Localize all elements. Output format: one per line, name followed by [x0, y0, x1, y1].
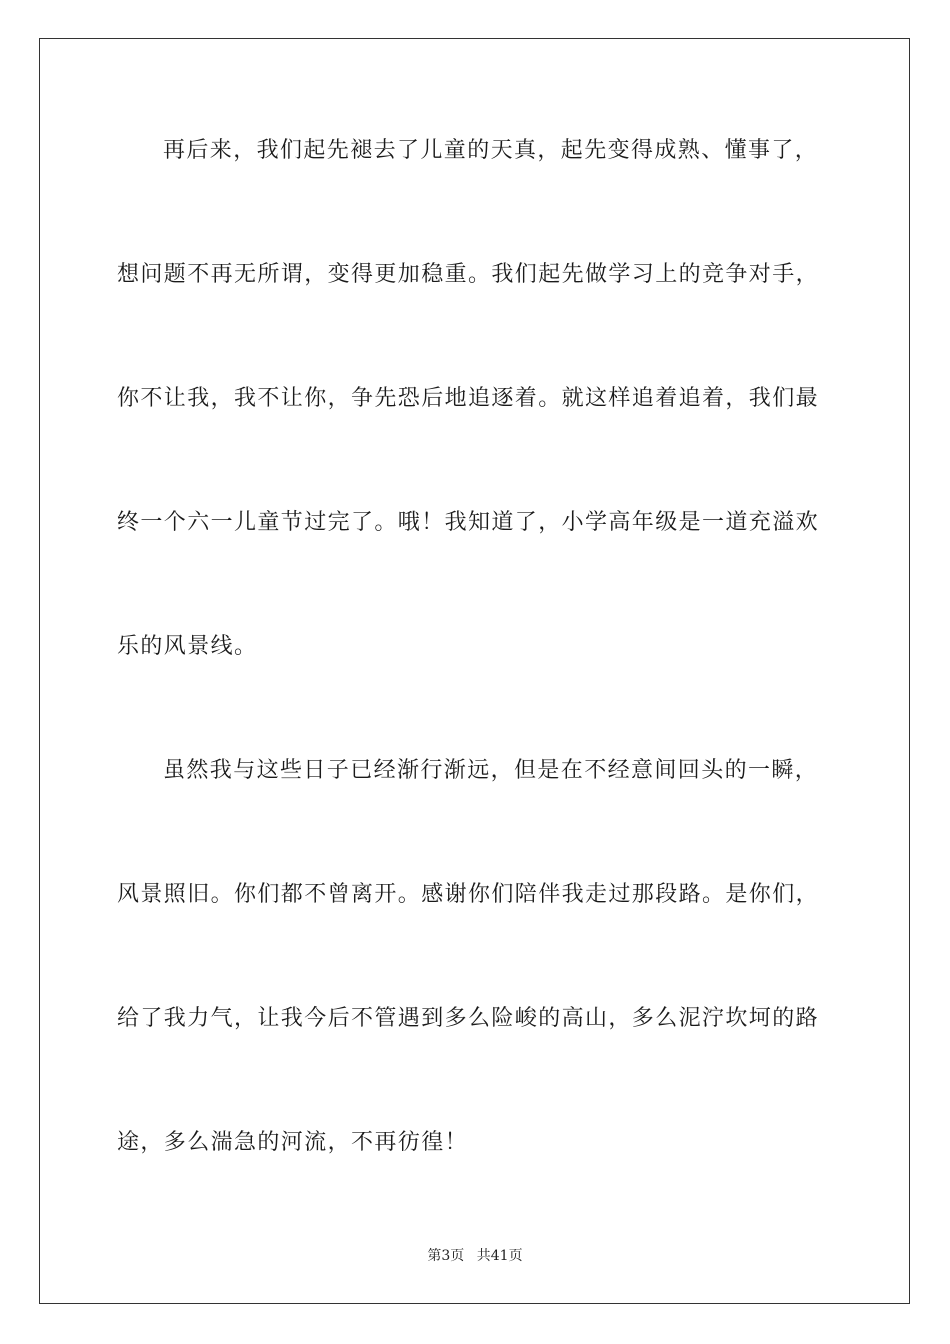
paragraph-1-line-3: 你不让我，我不让你，争先恐后地追逐着。就这样追着追着，我们最 [117, 386, 820, 411]
paragraph-2-line-3: 给了我力气，让我今后不管遇到多么险峻的高山，多么泥泞坎坷的路 [117, 1006, 820, 1031]
page-border [39, 38, 910, 1304]
paragraph-1-line-4: 终一个六一儿童节过完了。哦！我知道了，小学高年级是一道充溢欢 [117, 510, 820, 535]
paragraph-1-line-2: 想问题不再无所谓，变得更加稳重。我们起先做学习上的竞争对手， [117, 262, 820, 287]
page-footer [0, 1246, 950, 1266]
page-total: 共41页 [476, 1248, 523, 1264]
paragraph-2-line-2: 风景照旧。你们都不曾离开。感谢你们陪伴我走过那段路。是你们， [117, 882, 820, 907]
paragraph-1-line-1: 再后来，我们起先褪去了儿童的天真，起先变得成熟、懂事了， [163, 138, 819, 163]
paragraph-2-line-1: 虽然我与这些日子已经渐行渐远，但是在不经意间回头的一瞬， [163, 758, 819, 783]
paragraph-2-line-4: 途，多么湍急的河流，不再彷徨！ [117, 1130, 469, 1155]
page-number: 第3页 [427, 1248, 465, 1264]
paragraph-1-line-5: 乐的风景线。 [117, 634, 258, 659]
